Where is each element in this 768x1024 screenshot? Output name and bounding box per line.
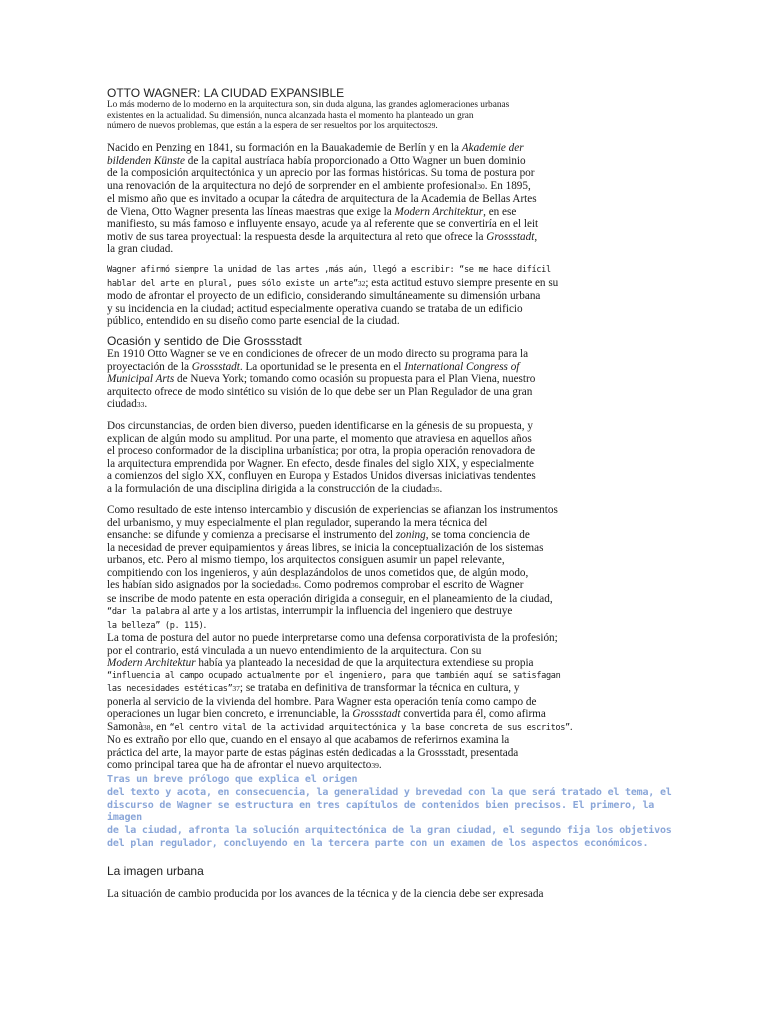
section-heading: La imagen urbana [107, 864, 204, 878]
text-line: público, entendido en su diseño como parte esencial de la ciudad. [107, 315, 400, 327]
text-line: arquitecto ofrece de modo sintético su visión de lo que debe ser un Plan Regulador de una gran [107, 385, 533, 398]
highlight-line: Tras un breve prólogo que explica el origen [107, 774, 358, 785]
text-line: Nacido en Penzing en 1841, su formación en la Bauakademie de Berlín y en la Akademie der [107, 142, 524, 154]
highlight-line: de la ciudad, afronta la solución arquitectónica de la gran ciudad, el segundo fija los objetivos [107, 825, 672, 837]
text-line: se inscribe de modo patente en esta operación dirigida a conseguir, en el planeamiento de la ciudad, [107, 592, 553, 605]
document-title: OTTO WAGNER: LA CIUDAD EXPANSIBLE [107, 86, 345, 100]
footnote-ref: 30 [477, 181, 485, 191]
text-line: modo de afrontar el proyecto de un edificio, considerando simultáneamente su dimensión urbana [107, 290, 541, 302]
paragraph-7 [107, 888, 707, 901]
quote-line: Wagner afirmó siempre la unidad de las artes ,más aún, llegó a escribir: “se me hace difícil [107, 265, 551, 275]
text-line: explican de algún modo su amplitud. Por una parte, el momento que atraviesa en aquellos años [107, 432, 532, 445]
highlight-line: del plan regulador, concluyendo en la tercera parte con un examen de los aspectos económicos. [107, 837, 649, 849]
text-line: bildenden Künste de la capital austríaca había proporcionado a Otto Wagner un buen dominio [107, 154, 526, 167]
footnote-ref: 35 [431, 484, 440, 494]
footnote-ref: 29 [427, 121, 436, 130]
highlight-line: discurso de Wagner se estructura en tres capítulos de contenidos bien precisos. El primero, la [107, 799, 655, 811]
footnote-ref: 36 [290, 581, 299, 590]
paragraph-1 [107, 142, 707, 256]
text-line: de Viena, Otto Wagner presenta las líneas maestras que exige la Modern Architektur, en ese [107, 205, 517, 218]
text-line: existentes en la actualidad. Su dimensión, nunca alcanzada hasta el momento ha planteado un gran [107, 110, 474, 121]
paragraph-3 [107, 348, 707, 412]
text-line: Samonà38, en “el centro vital de la actividad arquitectónica y la base concreta de sus escritos”. [107, 720, 573, 733]
text-line: Lo más moderno de lo moderno en la arquitectura son, sin duda alguna, las grandes aglomeraciones urbanas [107, 100, 510, 110]
paragraph-6 [107, 632, 707, 773]
text-line: ponerla al servicio de la vivienda del hombre. Para Wagner esta operación tenía como campo de [107, 695, 537, 708]
text-line: Modern Architektur había ya planteado la necesidad de que la arquitectura extendiese su propia [107, 657, 534, 669]
text-line: Como resultado de este intenso intercambio y discusión de experiencias se afianzan los instrumentos [107, 504, 558, 516]
text-line: Dos circunstancias, de orden bien diverso, pueden identificarse en la génesis de su propuesta, y [107, 420, 533, 432]
text-line: la necesidad de prever equipamientos y áreas libres, se inicia la conceptualización de los sistemas [107, 541, 544, 554]
text-line: motiv de sus tarea proyectual: la respuesta desde la arquitectura al reto que ofrece la Grossstadt, [107, 230, 538, 243]
text-line: de la composición arquitectónica y un aprecio por las formas históricas. Su toma de postura por [107, 167, 535, 179]
intro-paragraph [107, 100, 707, 132]
text-line: les habían sido asignados por la sociedad36. Como podremos comprobar el escrito de Wagner [107, 579, 524, 591]
text-line: el proceso conformador de la disciplina urbanística; por otra, la propia operación renovadora de [107, 445, 536, 457]
paragraph-4 [107, 420, 707, 496]
text-line: la arquitectura emprendida por Wagner. En efecto, desde finales del siglo XIX, y especialmente [107, 457, 534, 470]
text-line: La situación de cambio producida por los avances de la técnica y de la ciencia debe ser expresada [107, 888, 544, 900]
text-line: como principal tarea que ha de afrontar el nuevo arquitecto39. [107, 759, 382, 771]
footnote-ref: 39 [371, 761, 379, 770]
paragraph-5 [107, 504, 707, 632]
text-line: el mismo año que es invitado a ocupar la cátedra de arquitectura de la Academia de Bellas Artes [107, 193, 537, 205]
text-line: compitiendo con los ingenieros, y aún desplazándolos de unos cometidos que, de algún modo, [107, 566, 529, 579]
text-line: por el contrario, está vinculada a un nuevo entendimiento de la arquitectura. Con su [107, 644, 482, 657]
text-line: a comienzos del siglo XX, confluyen en Europa y Estados Unidos diversas iniciativas tendentes [107, 470, 536, 482]
section-heading: Ocasión y sentido de Die Grossstadt [107, 334, 302, 348]
text-line: La toma de postura del autor no puede interpretarse como una defensa corporativista de la profesión; [107, 632, 558, 644]
quote-line: “influencia al campo ocupado actualmente por el ingeniero, para que también aquí se satisfagan [107, 670, 561, 681]
text-line: operaciones un lugar bien concreto, e irrenunciable, la Grossstadt convertida para él, como afirma [107, 708, 546, 720]
text-line: la gran ciudad. [107, 243, 174, 255]
footnote-ref: 32 [357, 278, 366, 288]
text-line: ensanche: se difunde y comienza a precisarse el instrumento del zoning, se toma conciencia de [107, 529, 530, 541]
text-line: No es extraño por ello que, cuando en el ensayo al que acabamos de referirnos examina la [107, 734, 510, 746]
text-line: proyectación de la Grossstadt. La oportunidad se le presenta en el International Congress of [107, 360, 520, 373]
text-line: número de nuevos problemas, que están a la espera de ser resueltos por los arquitectos29. [107, 121, 438, 131]
text-line: una renovación de la arquitectura no dejó de sorprender en el ambiente profesional30. En 1895, [107, 179, 531, 192]
text-line: y su incidencia en la ciudad; actitud especialmente operativa cuando se trataba de un edificio [107, 302, 523, 315]
highlighted-summary [107, 774, 707, 851]
footnote-ref: 33 [136, 400, 145, 409]
text-line: “dar la palabra al arte y a los artistas, interrumpir la influencia del ingeniero que destruye [107, 605, 513, 617]
text-line: En 1910 Otto Wagner se ve en condiciones de ofrecer de un modo directo su programa para la [107, 348, 529, 360]
text-line: Municipal Arts de Nueva York; tomando como ocasión su propuesta para el Plan Viena, nuestro [107, 373, 536, 385]
highlight-line: imagen [107, 812, 142, 824]
paragraph-2 [107, 264, 707, 328]
text-line: manifiesto, su más famoso e influyente ensayo, acude ya al referente que se convertiría en el leit [107, 218, 539, 230]
footnote-ref: 38 [143, 722, 151, 732]
text-line: las necesidades estéticas”37; se trataba en definitiva de transformar la técnica en cultura, y [107, 682, 520, 694]
text-line: la belleza” (p. 115). [107, 618, 207, 631]
text-line: ciudad33. [107, 398, 148, 410]
text-line: del urbanismo, y muy especialmente el plan regulador, superando la mera técnica del [107, 516, 488, 529]
footnote-ref: 37 [232, 684, 240, 693]
highlight-line: del texto y acota, en consecuencia, la generalidad y brevedad con la que será tratado el tema, el [107, 786, 672, 798]
text-line: urbanos, etc. Pero al mismo tiempo, los arquitectos consiguen asumir un papel relevante, [107, 554, 505, 566]
text-line: a la formulación de una disciplina dirigida a la construcción de la ciudad35. [107, 482, 443, 495]
text-line: hablar del arte en plural, pues sólo existe un arte”32; esta actitud estuvo siempre presente en su [107, 276, 559, 289]
text-line: práctica del arte, la mayor parte de estas páginas estén dedicadas a la Grossstadt, presentada [107, 746, 519, 759]
